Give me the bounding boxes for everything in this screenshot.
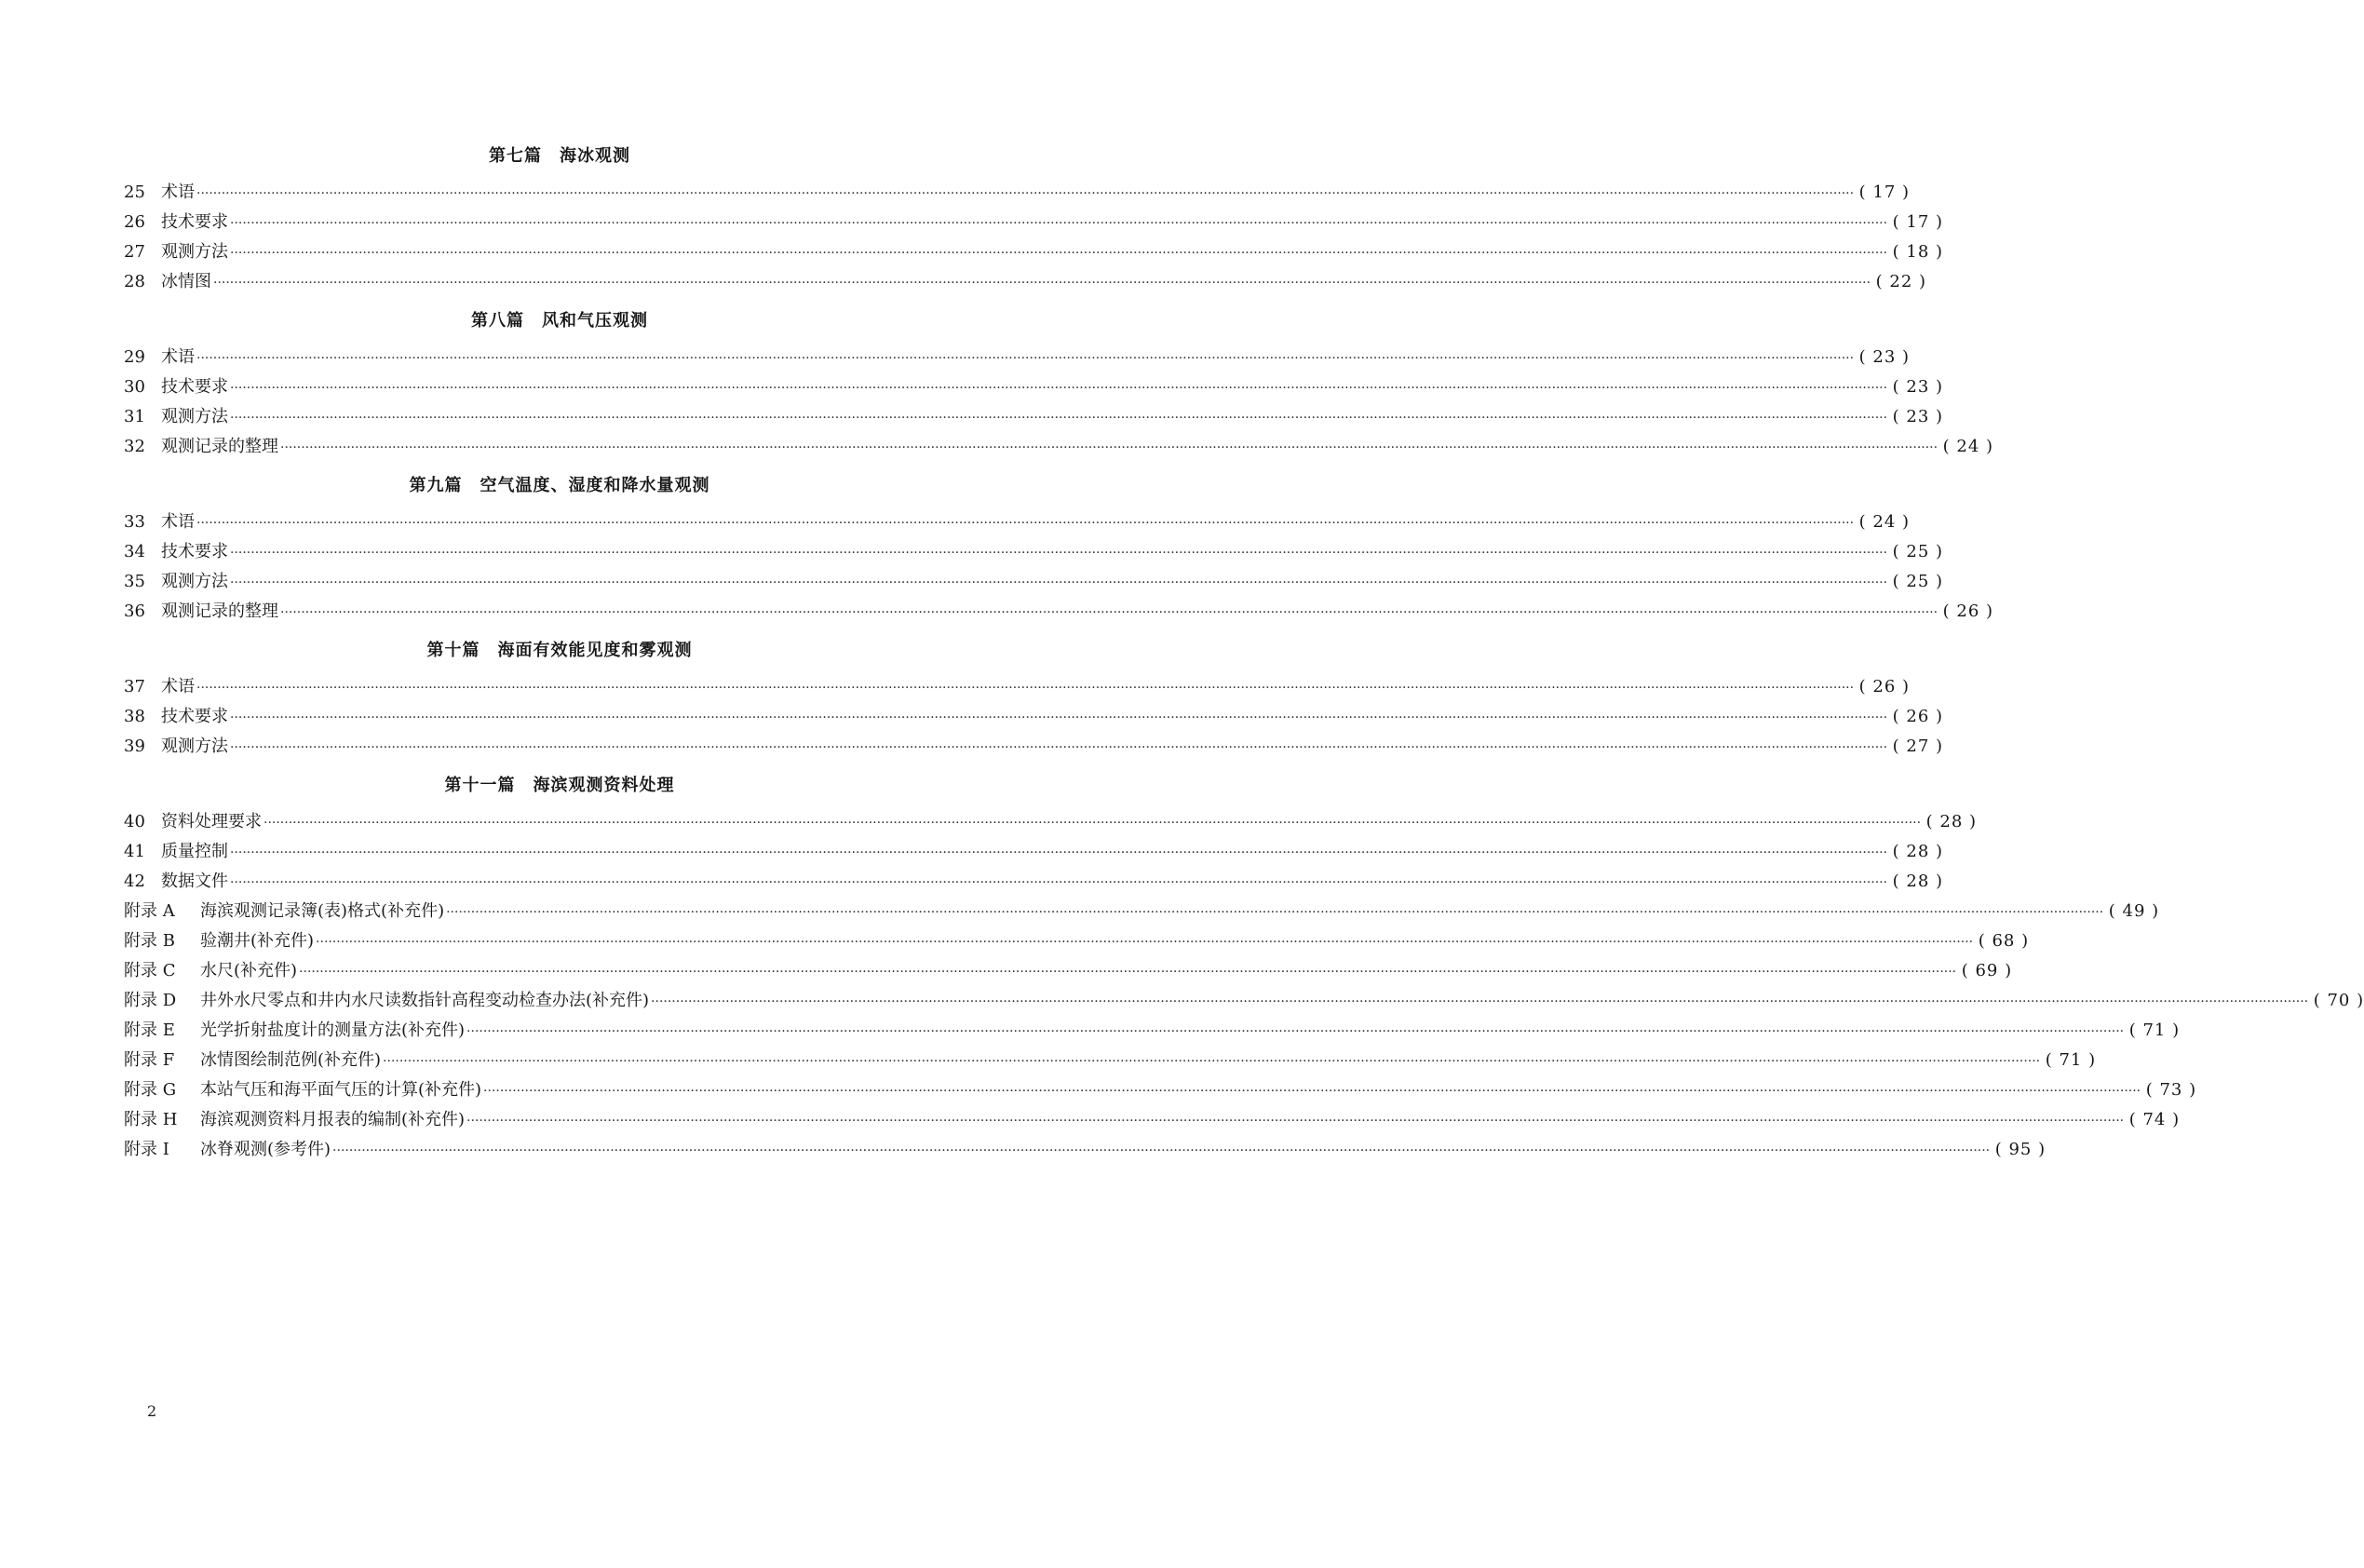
- entry-number: 35: [124, 572, 145, 591]
- entry-page-reference: ( 69 ): [1961, 961, 2013, 980]
- dot-leader: ················································································································································································································································································································································································································: [280, 440, 1938, 455]
- dot-leader: ················································································································································································································································································································································································································: [196, 186, 1855, 201]
- entry-title: 水尺(补充件): [200, 961, 298, 980]
- toc-entry[interactable]: [124, 372, 1944, 402]
- entry-number: 36: [124, 602, 145, 621]
- toc-entry[interactable]: [124, 507, 1911, 537]
- entry-title: 井外水尺零点和井内水尺读数指针高程变动检查办法(补充件): [200, 991, 650, 1010]
- entry-page-reference: ( 26 ): [1942, 602, 1994, 621]
- entry-title: 观测方法: [161, 242, 228, 262]
- entry-number: 37: [124, 677, 145, 696]
- entry-page-reference: ( 17 ): [1892, 212, 1944, 232]
- toc-entry[interactable]: [124, 837, 1944, 867]
- entry-title: 技术要求: [161, 377, 228, 397]
- section-title: 第十一篇 海滨观测资料处理: [444, 776, 675, 795]
- toc-entry[interactable]: [124, 432, 1994, 462]
- entry-number: 34: [124, 542, 145, 561]
- dot-leader: ················································································································································································································································································································································································································: [332, 1143, 1991, 1158]
- entry-title: 术语: [161, 512, 195, 532]
- dot-leader: ················································································································································································································································································································································································································: [230, 381, 1888, 396]
- entry-number: 40: [124, 812, 145, 831]
- entry-title: 冰情图: [161, 272, 211, 291]
- entry-title: 观测方法: [161, 737, 228, 756]
- dot-leader: ················································································································································································································································································································································································································: [230, 710, 1888, 725]
- dot-leader: ················································································································································································································································································································································································································: [196, 351, 1855, 366]
- entry-number: 31: [124, 407, 145, 426]
- entry-title: 本站气压和海平面气压的计算(补充件): [200, 1080, 482, 1100]
- entry-title: 术语: [161, 677, 195, 696]
- entry-page-reference: ( 25 ): [1892, 542, 1944, 561]
- dot-leader: ················································································································································································································································································································································································································: [446, 905, 2104, 920]
- entry-title: 质量控制: [161, 842, 228, 861]
- entry-page-reference: ( 70 ): [2313, 991, 2364, 1010]
- entry-number: 附录 B: [124, 931, 175, 951]
- entry-title: 冰情图绘制范例(补充件): [200, 1050, 382, 1070]
- entry-title: 冰脊观测(参考件): [200, 1140, 331, 1159]
- dot-leader: ················································································································································································································································································································································································································: [230, 546, 1888, 561]
- toc-entry[interactable]: [124, 343, 1911, 372]
- entry-title: 技术要求: [161, 542, 228, 561]
- entry-title: 验潮井(补充件): [200, 931, 315, 951]
- dot-leader: ················································································································································································································································································································································································································: [483, 1084, 2141, 1099]
- toc-entry[interactable]: [124, 732, 1944, 762]
- entry-title: 术语: [161, 347, 195, 367]
- entry-title: 海滨观测资料月报表的编制(补充件): [200, 1110, 466, 1129]
- toc-entry[interactable]: [124, 267, 1927, 297]
- entry-title: 术语: [161, 182, 195, 202]
- entry-page-reference: ( 28 ): [1892, 842, 1944, 861]
- toc-entry[interactable]: [124, 597, 1994, 627]
- entry-page-reference: ( 24 ): [1942, 437, 1994, 456]
- entry-number: 28: [124, 272, 145, 291]
- toc-entry[interactable]: [124, 807, 1978, 837]
- entry-number: 附录 F: [124, 1050, 175, 1070]
- dot-leader: ················································································································································································································································································································································································································: [280, 605, 1938, 620]
- entry-title: 海滨观测记录簿(表)格式(补充件): [200, 901, 445, 921]
- entry-title: 资料处理要求: [161, 812, 262, 831]
- dot-leader: ················································································································································································································································································································································································································: [263, 816, 1922, 831]
- entry-title: 观测记录的整理: [161, 437, 278, 456]
- entry-page-reference: ( 71 ): [2128, 1021, 2181, 1040]
- entry-number: 附录 A: [124, 901, 175, 921]
- toc-entry[interactable]: [124, 1105, 2181, 1135]
- entry-title: 观测记录的整理: [161, 602, 278, 621]
- dot-leader: ················································································································································································································································································································································································································: [383, 1054, 2041, 1069]
- entry-number: 附录 D: [124, 991, 177, 1010]
- toc-entry[interactable]: [124, 537, 1944, 567]
- entry-number: 25: [124, 182, 145, 202]
- entry-number: 39: [124, 737, 145, 756]
- entry-page-reference: ( 17 ): [1858, 182, 1911, 202]
- entry-page-reference: ( 74 ): [2128, 1110, 2181, 1129]
- entry-page-reference: ( 27 ): [1892, 737, 1944, 756]
- entry-title: 技术要求: [161, 707, 228, 726]
- toc-entry[interactable]: [124, 986, 2364, 1016]
- section-title: 第八篇 风和气压观测: [471, 311, 648, 331]
- dot-leader: ················································································································································································································································································································································································································: [651, 994, 2309, 1009]
- entry-page-reference: ( 24 ): [1858, 512, 1911, 532]
- entry-title: 数据文件: [161, 872, 228, 891]
- dot-leader: ················································································································································································································································································································································································································: [230, 875, 1888, 890]
- toc-entry[interactable]: [124, 956, 2013, 986]
- entry-title: 观测方法: [161, 572, 228, 591]
- entry-page-reference: ( 26 ): [1892, 707, 1944, 726]
- toc-entry[interactable]: [124, 237, 1944, 267]
- dot-leader: ················································································································································································································································································································································································································: [230, 411, 1888, 426]
- entry-number: 附录 I: [124, 1140, 169, 1159]
- entry-title: 光学折射盐度计的测量方法(补充件): [200, 1021, 466, 1040]
- entry-page-reference: ( 73 ): [2145, 1080, 2197, 1100]
- entry-number: 27: [124, 242, 145, 262]
- dot-leader: ················································································································································································································································································································································································································: [230, 246, 1888, 261]
- dot-leader: ················································································································································································································································································································································································································: [466, 1024, 2125, 1039]
- dot-leader: ················································································································································································································································································································································································································: [196, 681, 1855, 696]
- entry-number: 26: [124, 212, 145, 232]
- entry-number: 38: [124, 707, 145, 726]
- toc-entry[interactable]: [124, 1046, 2097, 1075]
- entry-number: 附录 E: [124, 1021, 175, 1040]
- toc-entry[interactable]: [124, 1135, 2047, 1165]
- entry-number: 29: [124, 347, 145, 367]
- dot-leader: ················································································································································································································································································································································································································: [466, 1114, 2125, 1129]
- dot-leader: ················································································································································································································································································································································································································: [196, 516, 1855, 531]
- section-title: 第九篇 空气温度、湿度和降水量观测: [409, 476, 710, 495]
- entry-number: 30: [124, 377, 145, 397]
- entry-page-reference: ( 26 ): [1858, 677, 1911, 696]
- toc-entry[interactable]: [124, 178, 1911, 208]
- entry-page-reference: ( 25 ): [1892, 572, 1944, 591]
- toc-entry[interactable]: [124, 1075, 2197, 1105]
- toc-entry[interactable]: [124, 672, 1911, 702]
- entry-page-reference: ( 68 ): [1978, 931, 2030, 951]
- entry-page-reference: ( 95 ): [1994, 1140, 2047, 1159]
- entry-number: 33: [124, 512, 145, 532]
- toc-entry[interactable]: [124, 567, 1944, 597]
- toc-entry[interactable]: [124, 208, 1944, 237]
- entry-page-reference: ( 23 ): [1892, 407, 1944, 426]
- entry-page-reference: ( 22 ): [1875, 272, 1927, 291]
- dot-leader: ················································································································································································································································································································································································································: [316, 935, 1974, 950]
- dot-leader: ················································································································································································································································································································································································································: [213, 276, 1871, 291]
- section-title: 第十篇 海面有效能见度和雾观测: [426, 641, 693, 660]
- dot-leader: ················································································································································································································································································································································································································: [230, 845, 1888, 860]
- entry-page-reference: ( 28 ): [1892, 872, 1944, 891]
- entry-page-reference: ( 71 ): [2045, 1050, 2097, 1070]
- toc-entry[interactable]: [124, 702, 1944, 732]
- page-number: 2: [147, 1402, 157, 1420]
- entry-number: 32: [124, 437, 145, 456]
- dot-leader: ················································································································································································································································································································································································································: [230, 740, 1888, 755]
- toc-entry[interactable]: [124, 402, 1944, 432]
- entry-page-reference: ( 23 ): [1858, 347, 1911, 367]
- entry-page-reference: ( 18 ): [1892, 242, 1944, 262]
- toc-entry[interactable]: [124, 897, 2160, 926]
- entry-page-reference: ( 28 ): [1925, 812, 1978, 831]
- entry-page-reference: ( 23 ): [1892, 377, 1944, 397]
- entry-number: 41: [124, 842, 145, 861]
- dot-leader: ················································································································································································································································································································································································································: [299, 965, 1957, 980]
- toc-entry[interactable]: [124, 926, 2030, 956]
- entry-number: 42: [124, 872, 145, 891]
- section-title: 第七篇 海冰观测: [489, 146, 630, 166]
- entry-number: 附录 G: [124, 1080, 177, 1100]
- entry-number: 附录 H: [124, 1110, 178, 1129]
- entry-number: 附录 C: [124, 961, 176, 980]
- entry-title: 技术要求: [161, 212, 228, 232]
- toc-entry[interactable]: [124, 867, 1944, 897]
- toc-entry[interactable]: [124, 1016, 2181, 1046]
- dot-leader: ················································································································································································································································································································································································································: [230, 575, 1888, 590]
- entry-page-reference: ( 49 ): [2108, 901, 2160, 921]
- dot-leader: ················································································································································································································································································································································································································: [230, 216, 1888, 231]
- table-of-contents: [124, 140, 2364, 1165]
- entry-title: 观测方法: [161, 407, 228, 426]
